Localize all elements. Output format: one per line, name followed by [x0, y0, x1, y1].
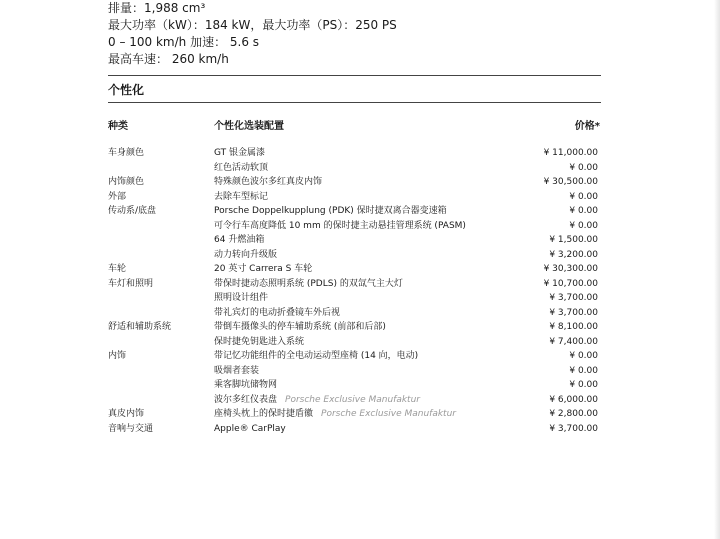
- spec-max-power: 最大功率（kW）：184 kW，最大功率（PS）：250 PS: [108, 18, 397, 32]
- row-price: ¥ 3,200.00: [549, 249, 598, 260]
- table-row: [108, 277, 598, 292]
- options-table: [108, 146, 598, 436]
- row-option: [214, 233, 264, 248]
- row-option: [214, 422, 286, 437]
- row-option: [214, 291, 268, 306]
- row-option: [214, 306, 340, 321]
- row-option-text: 乘客脚坑储物网: [214, 380, 278, 390]
- row-option-text: 特殊颜色波尔多红真皮内饰: [214, 177, 323, 187]
- row-option: [214, 364, 259, 379]
- row-option-text: 可令行车高度降低 10 mm 的保时捷主动悬挂管理系统 (PASM): [214, 220, 466, 231]
- row-price: ¥ 7,400.00: [549, 336, 598, 347]
- table-row: [108, 175, 598, 190]
- row-category: 传动系/底盘: [108, 206, 157, 216]
- row-option-text: 座椅头枕上的保时捷盾徽: [214, 409, 314, 419]
- row-price: ¥ 0.00: [569, 351, 598, 361]
- table-row: [108, 407, 598, 422]
- row-price: ¥ 8,100.00: [549, 322, 598, 332]
- row-option: [214, 320, 386, 335]
- row-option-text: 保时捷免钥匙进入系统: [214, 336, 305, 347]
- row-option-text: 带记忆功能组件的全电动运动型座椅 (14 向，电动): [214, 351, 419, 361]
- column-header-option: 个性化选装配置: [214, 121, 284, 132]
- table-row: [108, 219, 598, 234]
- engine-specs: [108, 0, 608, 68]
- row-option: [214, 349, 418, 364]
- row-price: ¥ 30,300.00: [543, 264, 598, 274]
- row-price: ¥ 3,700.00: [549, 423, 598, 434]
- section-title: 个性化: [108, 83, 145, 97]
- row-category: 车轮: [108, 264, 127, 274]
- spec-displacement: 排量：1,988 cm³: [108, 1, 206, 15]
- table-row: [108, 393, 598, 408]
- section-divider-bottom: [108, 102, 601, 103]
- table-row: [108, 190, 598, 205]
- row-option-text: 带倒车摄像头的停车辅助系统 (前部和后部): [214, 322, 386, 332]
- table-row: [108, 204, 598, 219]
- row-price: ¥ 0.00: [569, 380, 598, 390]
- row-option: [214, 146, 265, 161]
- row-price: ¥ 10,700.00: [543, 278, 598, 289]
- row-option: [214, 204, 447, 219]
- row-category: 舒适和辅助系统: [108, 322, 172, 332]
- table-row: [108, 349, 598, 364]
- row-category: 真皮内饰: [108, 409, 145, 419]
- row-option-text: 去除车型标记: [214, 191, 269, 202]
- row-price: ¥ 6,000.00: [549, 394, 598, 405]
- table-row: [108, 262, 598, 277]
- row-price: ¥ 0.00: [569, 206, 598, 216]
- row-price: ¥ 0.00: [569, 162, 598, 173]
- row-option-text: 波尔多红仪表盘: [214, 394, 278, 405]
- row-option-text: 照明设计组件: [214, 293, 269, 303]
- row-category: 音响与交通: [108, 423, 154, 434]
- row-option: [214, 262, 312, 277]
- row-option: [214, 407, 456, 422]
- row-option-text: GT 银金属漆: [214, 148, 266, 158]
- table-row: [108, 161, 598, 176]
- row-option-text: 带保时捷动态照明系统 (PDLS) 的双氙气主大灯: [214, 278, 403, 289]
- row-price: ¥ 3,700.00: [549, 293, 598, 303]
- row-option: [214, 335, 304, 350]
- row-option-text: 64 升燃油箱: [214, 235, 265, 245]
- row-option: [214, 248, 277, 263]
- row-option-text: 红色活动软顶: [214, 162, 269, 173]
- row-category: 车身颜色: [108, 148, 145, 158]
- row-option-brand: Porsche Exclusive Manufaktur: [321, 409, 456, 419]
- row-option-text: Apple® CarPlay: [214, 423, 286, 434]
- row-price: ¥ 1,500.00: [549, 235, 598, 245]
- table-row: [108, 306, 598, 321]
- table-row: [108, 291, 598, 306]
- table-row: [108, 422, 598, 437]
- row-option-text: Porsche Doppelkupplung (PDK) 保时捷双离合器变速箱: [214, 206, 447, 216]
- spec-acceleration: 0 – 100 km/h 加速： 5.6 s: [108, 35, 260, 49]
- row-option-text: 20 英寸 Carrera S 车轮: [214, 264, 313, 274]
- column-header-category: 种类: [108, 121, 128, 132]
- table-row: [108, 320, 598, 335]
- row-option-brand: Porsche Exclusive Manufaktur: [285, 394, 420, 405]
- spec-top-speed: 最高车速： 260 km/h: [108, 52, 229, 66]
- scan-edge: [714, 0, 720, 539]
- table-row: [108, 335, 598, 350]
- table-row: [108, 146, 598, 161]
- table-row: [108, 364, 598, 379]
- row-option: [214, 190, 268, 205]
- row-option: [214, 277, 403, 292]
- row-option-text: 带礼宾灯的电动折叠镜车外后视: [214, 307, 341, 318]
- row-option: [214, 219, 466, 234]
- row-option: [214, 161, 268, 176]
- row-option: [214, 393, 420, 408]
- table-row: [108, 233, 598, 248]
- row-category: 内饰: [108, 351, 127, 361]
- row-option: [214, 378, 277, 393]
- row-category: 外部: [108, 191, 127, 202]
- row-option: [214, 175, 322, 190]
- row-option-text: 动力转向升级版: [214, 249, 278, 260]
- row-category: 内饰颜色: [108, 177, 145, 187]
- table-row: [108, 248, 598, 263]
- row-price: ¥ 3,700.00: [549, 307, 598, 318]
- row-option-text: 吸烟者套装: [214, 365, 260, 376]
- row-price: ¥ 11,000.00: [543, 148, 598, 158]
- section-divider-top: [108, 75, 601, 76]
- table-row: [108, 378, 598, 393]
- row-price: ¥ 30,500.00: [543, 177, 598, 187]
- row-price: ¥ 0.00: [569, 220, 598, 231]
- column-header-price: 价格*: [574, 121, 600, 132]
- row-price: ¥ 0.00: [569, 191, 598, 202]
- row-price: ¥ 0.00: [569, 365, 598, 376]
- row-price: ¥ 2,800.00: [549, 409, 598, 419]
- row-category: 车灯和照明: [108, 278, 154, 289]
